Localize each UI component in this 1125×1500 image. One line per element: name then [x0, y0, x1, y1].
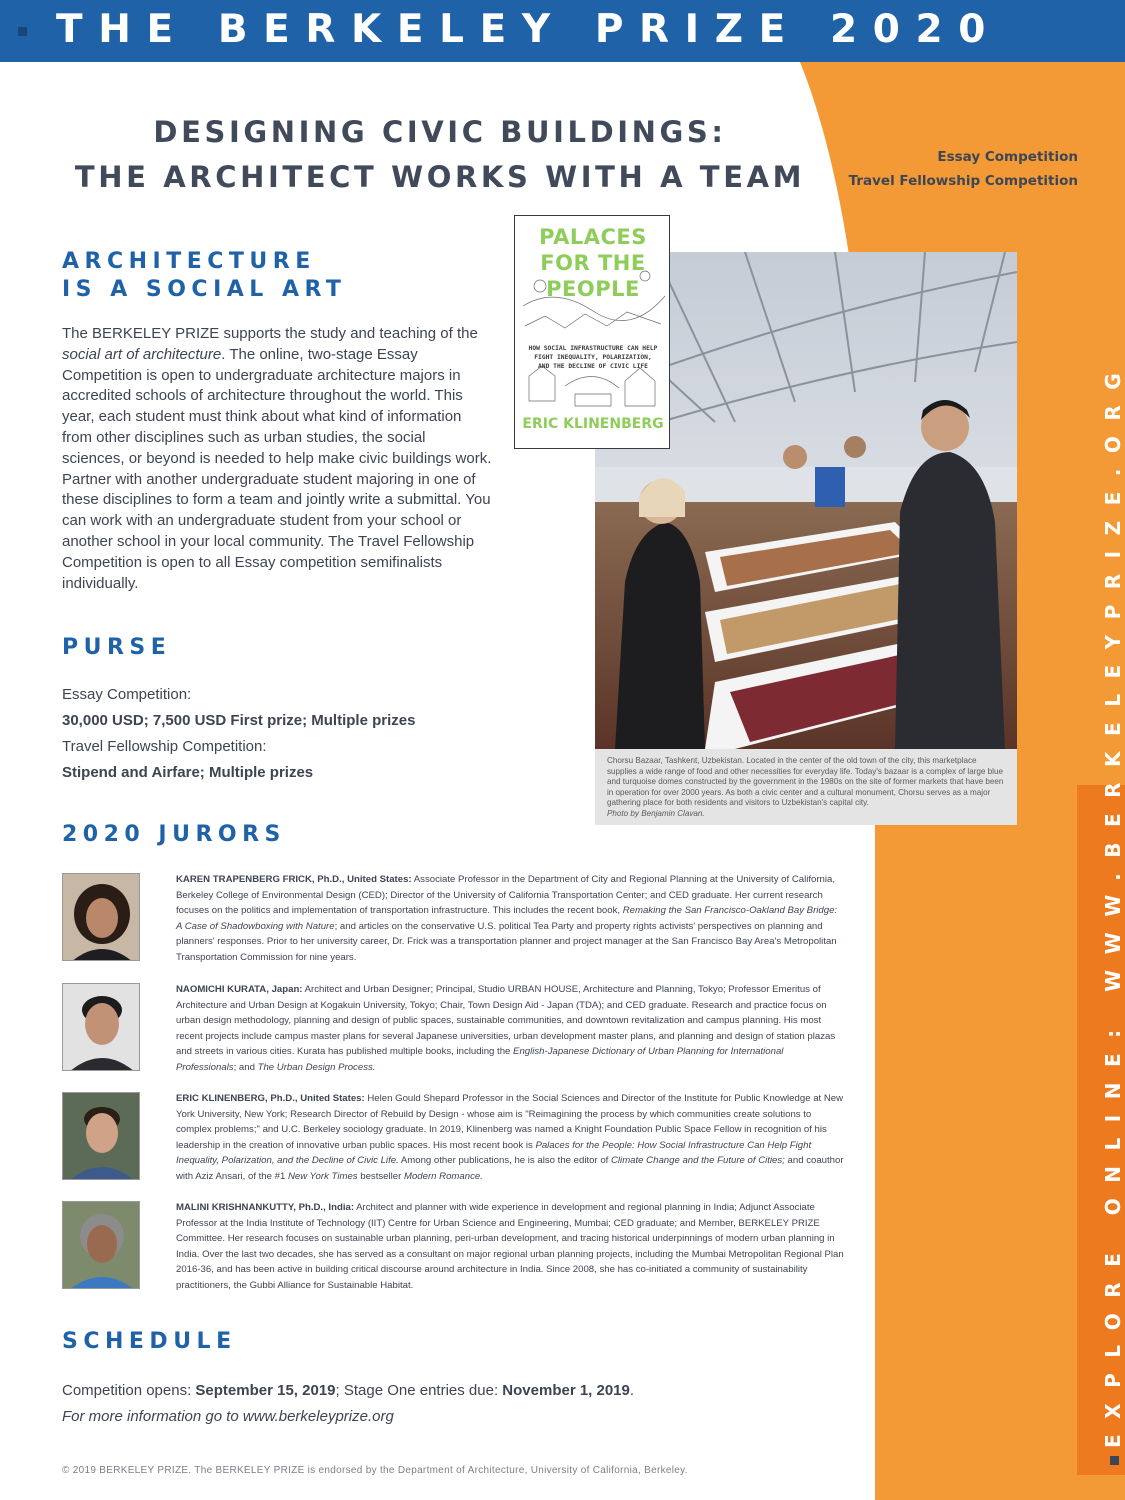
heading-social-art-line-2: IS A SOCIAL ART: [62, 277, 347, 302]
juror-bio-text: Associate Professor in the Department of City and Regional Planning at the University of California, Berkeley College of Environmental Design (CED); Director of the University of California Transportation Center; and CED graduate. Her current research focuses on the politics and implementation of transportation infrastructure. This includes the recent book,: [176, 874, 836, 917]
juror-bio-text: ; and: [233, 1061, 258, 1073]
top-banner: [0, 0, 1125, 62]
banner-square-marker: [18, 27, 27, 36]
page-title: [40, 110, 840, 200]
juror-portrait: [62, 983, 140, 1071]
intro-text-1: The BERKELEY PRIZE supports the study and teaching of the: [62, 325, 478, 342]
intro-paragraph: [62, 324, 492, 594]
heading-social-art-line-1: ARCHITECTURE: [62, 249, 316, 274]
heading-schedule: SCHEDULE: [62, 1329, 237, 1354]
schedule-details: [62, 1378, 634, 1430]
juror-portrait: [62, 873, 140, 961]
side-explore-online-text: EXPLORE ONLINE: WWW.BERKELEYPRIZE.ORG: [1101, 357, 1125, 1448]
juror-name: ERIC KLINENBERG, Ph.D., United States:: [176, 1093, 365, 1104]
portrait-image: [63, 1202, 140, 1289]
juror-name: MALINI KRISHNANKUTTY, Ph.D., India:: [176, 1202, 355, 1213]
competition-list: [849, 145, 1078, 193]
purse-essay-label: Essay Competition:: [62, 686, 192, 703]
book-author: ERIC KLINENBERG: [522, 416, 664, 432]
schedule-dates: [62, 1378, 634, 1404]
schedule-opens-date: September 15, 2019: [195, 1382, 336, 1399]
juror-portrait: [62, 1092, 140, 1180]
purse-travel-label: Travel Fellowship Competition:: [62, 738, 267, 755]
intro-text-italic: social art of architecture: [62, 345, 222, 363]
juror-bio-italic: New York Times: [288, 1170, 358, 1182]
juror-bio-text: and coauthor with Aziz Ansari, of the #1: [176, 1155, 844, 1182]
side-explore-online: [1101, 358, 1125, 1465]
more-info-link[interactable]: For more information go to www.berkeleyprize.org: [62, 1408, 394, 1425]
competition-travel: Travel Fellowship Competition: [848, 173, 1078, 189]
portrait-image: [63, 1093, 140, 1180]
heading-jurors: 2020 JURORS: [62, 822, 286, 847]
juror-bio-italic: The Urban Design Process.: [257, 1061, 376, 1073]
juror-bio-text: ; and articles on the conservative U.S. political Tea Party and property rights activists' perspectives on planning and planners' responses. Prior to her university career, Dr. Frick was a transportation planner and project manager at the San Francisco Bay Area's Metropolitan Transportation Commission for nine years.: [176, 920, 837, 963]
purse-details: [62, 682, 415, 786]
schedule-opens-label: Competition opens:: [62, 1382, 196, 1399]
book-title-line-2: FOR THE: [540, 251, 646, 275]
page-title-line-2: THE ARCHITECT WORKS WITH A TEAM: [74, 160, 806, 194]
heading-social-art: [62, 248, 346, 304]
juror-bio-italic: Climate Change and the Future of Cities;: [611, 1155, 785, 1167]
photo-credit: Photo by Benjamin Clavan.: [607, 808, 705, 818]
side-square-marker: [1110, 1456, 1119, 1465]
book-cover: [514, 215, 670, 449]
book-subtitle: HOW SOCIAL INFRASTRUCTURE CAN HELP FIGHT INEQUALITY, POLARIZATION, AND THE DECLINE OF CIVIC LIFE: [528, 345, 658, 370]
footer-copyright: © 2019 BERKELEY PRIZE. The BERKELEY PRIZE is endorsed by the Department of Architecture, University of California, Berkeley.: [62, 1465, 688, 1476]
banner-title: THE BERKELEY PRIZE 2020: [56, 7, 1001, 52]
juror-bio-italic: Modern Romance.: [403, 1170, 483, 1182]
juror-name: KAREN TRAPENBERG FRICK, Ph.D., United States:: [176, 874, 412, 885]
schedule-due-label: ; Stage One entries due:: [335, 1382, 503, 1399]
purse-travel-value: Stipend and Airfare; Multiple prizes: [62, 764, 314, 781]
juror-bio: [176, 1200, 844, 1294]
juror-bio-text: Among other publications, he is also the editor of: [398, 1155, 611, 1167]
juror-bio-text: Architect and Urban Designer; Principal, Studio URBAN HOUSE, Architecture and Planning, Tokyo; Professor Emeritus of Architecture and Urban Design at Kogakuin University, Tokyo; Chair, Town Design Aid - Japan (TDA); and CED graduate. Research and practice focus on urban design methodology, planning and design of public spaces, sustainable communities, and downtown revitalization and campus planning. His most recent projects include campus master plans for several Japanese universities, urban development master plans, and planning and design of station plazas and streets in various cities. Kurata has published multiple books, including the: [176, 984, 836, 1058]
heading-purse: PURSE: [62, 635, 172, 660]
juror-bio: [176, 982, 844, 1076]
juror-bio-italic: Palaces for the People: How Social Infrastructure Can Help Fight Inequality, Polarization, and the Decline of Civic Life.: [176, 1139, 812, 1167]
juror-bio: [176, 1091, 844, 1185]
juror-bio-text: bestseller: [357, 1170, 404, 1182]
book-title-line-3: PEOPLE: [546, 277, 640, 301]
competition-essay: Essay Competition: [937, 149, 1078, 165]
page-title-line-1: DESIGNING CIVIC BUILDINGS:: [153, 115, 727, 149]
schedule-due-date: November 1, 2019: [502, 1382, 630, 1399]
schedule-period: .: [629, 1382, 635, 1399]
portrait-image: [63, 874, 140, 961]
juror-bio-text: Architect and planner with wide experience in development and regional planning in India; Adjunct Associate Professor at the India Institute of Technology (IIT) Centre for Urban Science and Engineering, Mumbai; CED graduate; and Member, BERKELEY PRIZE Committee. Her research focuses on sustainable urban planning, peri-urban development, and tracing historical underpinnings of modern urban planning in India. Over the last two decades, she has served as a consultant on major regional urban planning projects, including the Mumbai Metropolitan Regional Plan 2016-36, and has been active in building critical discourse around architecture in India. Since 2008, she has co-initiated a community of sustainability practitioners, the Gubbi Alliance for Sustainable Habitat.: [176, 1202, 844, 1291]
intro-text-2: . The online, two-stage Essay Competition is open to undergraduate architecture majors in accredited schools of architecture throughout the world. This year, each student must think about what kind of information from other disciplines such as urban studies, the social sciences, or beyond is needed to help make civic buildings work. Partner with another undergraduate student majoring in one of these disciplines to form a team and jointly write a submittal. You can work with an undergraduate student from your school or another school in your local community. The Travel Fellowship Competition is open to all Essay competition semifinalists individually.: [62, 345, 492, 592]
juror-bio-italic: English-Japanese Dictionary of Urban Planning for International Professionals: [176, 1046, 784, 1073]
book-title-line-1: PALACES: [539, 225, 647, 249]
juror-bio-text: Helen Gould Shepard Professor in the Social Sciences and Director of the Institute for Public Knowledge at New York University, New York; Research Director of Rebuild by Design - whose aim is "Reimagining the process by which communities create solutions to complex problems;" and U.C. Berkeley sociology graduate. In 2019, Klinenberg was named a Knight Foundation Public Space Fellow in recognition of his leadership in the creation of innovative urban public spaces. His most recent book is: [176, 1093, 844, 1151]
book-title: [523, 224, 663, 302]
purse-essay-value: 30,000 USD; 7,500 USD First prize; Multiple prizes: [62, 712, 416, 729]
juror-bio: [176, 872, 844, 966]
photo-caption: [595, 749, 1017, 825]
portrait-image: [63, 984, 140, 1071]
photo-caption-text: Chorsu Bazaar, Tashkent, Uzbekistan. Located in the center of the old town of the city, this marketplace supplies a wide range of food and other necessities for everyday life. Today's bazaar is a complex of large blue and turquoise domes constructed by the government in the 1980s on the site of former markets that have been in operation for over 2000 years. As both a civic center and a cultural monument, Chorsu serves as a major gathering place for both residents and visitors to Uzbekistan's capital city.: [607, 756, 1004, 807]
juror-name: NAOMICHI KURATA, Japan:: [176, 984, 303, 995]
juror-bio-italic: Remaking the San Francisco-Oakland Bay Bridge: A Case of Shadowboxing with Nature: [176, 905, 838, 932]
juror-portrait: [62, 1201, 140, 1289]
